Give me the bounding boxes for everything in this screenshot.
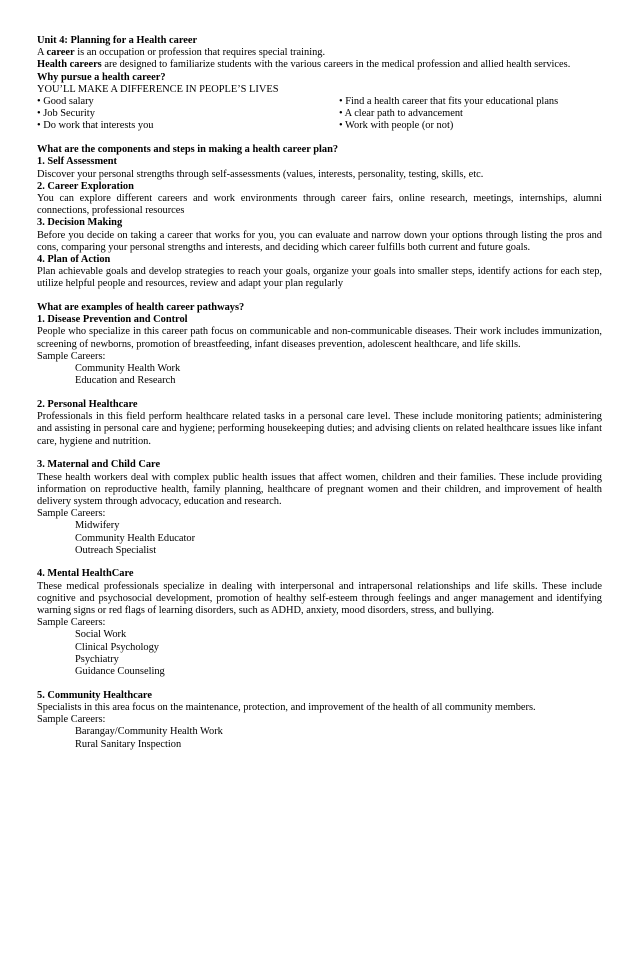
health-careers-definition: Health careers are designed to familiarize students with the various careers in the medical profession and allied health services. (37, 59, 571, 71)
pathway-text: These health workers deal with complex public health issues that affect women, children and their families. These include providing information on reproductive health, family planning, healthcare of pregnant women and their children, and improvement of health delivery system through advocacy, education and research. (37, 471, 602, 507)
pathway-title: 5. Community Healthcare (37, 689, 152, 701)
career-item: Community Health Work (75, 363, 181, 375)
why-reasons (37, 96, 602, 133)
career-item: Rural Sanitary Inspection (75, 738, 182, 750)
pathway-title: 1. Disease Prevention and Control (37, 314, 188, 326)
career-item: Barangay/Community Health Work (75, 726, 223, 738)
career-item: Social Work (75, 629, 127, 641)
sample-careers-label: Sample Careers: (37, 350, 106, 362)
step-text: Plan achievable goals and develop strategies to reach your goals, organize your goals into smaller steps, identify actions for each step, utilize helpful people and resources, review and adapt your plan regularly (37, 266, 602, 290)
reason-item: • Job Security (37, 108, 95, 120)
career-item: Outreach Specialist (75, 544, 157, 556)
career-item: Psychiatry (75, 653, 119, 665)
reason-item: • Do work that interests you (37, 120, 154, 132)
career-item: Community Health Educator (75, 532, 196, 544)
sample-careers-label: Sample Careers: (37, 714, 106, 726)
sample-careers-label: Sample Careers: (37, 508, 106, 520)
step-text: You can explore different careers and work environments through career fairs, online research, meetings, internships, alumni connections, professional resources (37, 192, 602, 217)
reason-item: • Work with people (or not) (339, 120, 454, 132)
why-heading: Why pursue a health career? (37, 71, 166, 83)
step-text: Before you decide on taking a career that works for you, you can evaluate and narrow down your options through listing the pros and cons, comparing your personal strengths and interests, and deciding which career fulfills both current and future goals. (37, 229, 602, 253)
pathway-text: These medical professionals specialize in dealing with interpersonal and intrapersonal relationships and life skills. These include cognitive and psychosocial development, promotion of healthy self-esteem through feelings and anger management and identifying warning signs or red flags of learning disorders, such as ADHD, anxiety, mood disorders, stress, and bullying. (37, 580, 602, 617)
step-title: 4. Plan of Action (37, 253, 111, 265)
reason-item: • Find a health career that fits your educational plans (339, 96, 559, 108)
pathway-text: Specialists in this area focus on the maintenance, protection, and improvement of the health of all community members. (37, 701, 536, 713)
pathway-title: 3. Maternal and Child Care (37, 459, 161, 471)
career-item: Clinical Psychology (75, 641, 159, 653)
pathway-text: Professionals in this field perform healthcare related tasks in a personal care level. These include monitoring patients; administering and assisting in personal care and hygiene; performing housekeeping duties; and advising clients on related healthcare issues like infant care, hygiene and nutrition. (37, 411, 602, 447)
sample-careers-label: Sample Careers: (37, 617, 106, 629)
pathway-text: People who specialize in this career path focus on communicable and non-communicable diseases. Their work includes immunization, screening of newborns, promotion of breastfeeding, infant diseases prevention, adolescent healthcare, and life skills. (37, 326, 602, 350)
step-text: Discover your personal strengths through self-assessments (values, interests, personality, testing, skills, etc. (37, 168, 484, 180)
career-item: Guidance Counseling (75, 666, 165, 678)
pathway-title: 2. Personal Healthcare (37, 398, 138, 410)
document-page (37, 35, 602, 751)
unit-title: Unit 4: Planning for a Health career (37, 35, 198, 46)
components-heading: What are the components and steps in making a health career plan? (37, 144, 339, 156)
pathways-heading: What are examples of health career pathways? (37, 302, 245, 314)
step-title: 2. Career Exploration (37, 180, 134, 192)
step-title: 1. Self Assessment (37, 156, 117, 168)
career-item: Midwifery (75, 520, 120, 532)
pathway-title: 4. Mental HealthCare (37, 568, 134, 580)
why-tagline: YOU’LL MAKE A DIFFERENCE IN PEOPLE’S LIVES (37, 83, 279, 95)
why-reasons-right (339, 96, 602, 133)
career-item: Education and Research (75, 375, 176, 387)
why-reasons-left (37, 96, 339, 133)
reason-item: • Good salary (37, 96, 94, 108)
step-title: 3. Decision Making (37, 217, 123, 229)
reason-item: • A clear path to advancement (339, 108, 463, 120)
career-definition: A career is an occupation or profession that requires special training. (37, 47, 326, 59)
